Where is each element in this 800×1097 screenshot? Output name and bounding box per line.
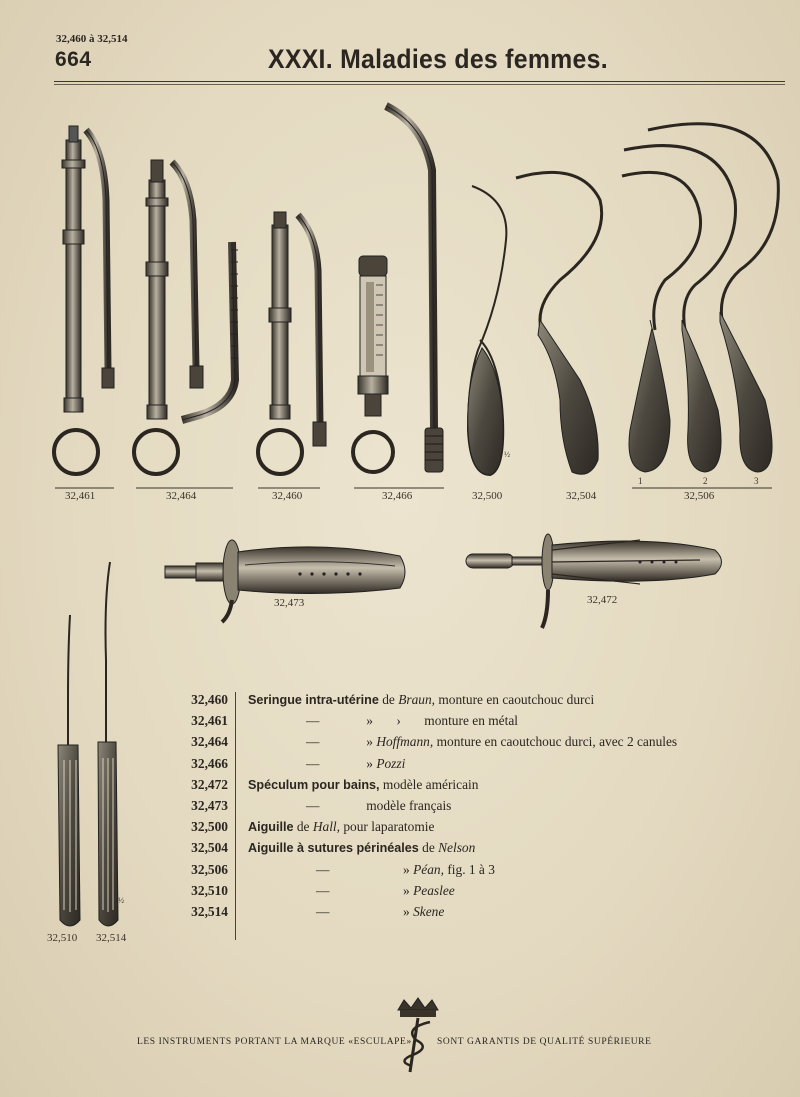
needles-32506-illustration [622, 124, 778, 472]
item-maker: Pozzi [376, 755, 406, 771]
item-description [306, 756, 405, 772]
item-text: de [378, 692, 399, 707]
catalog-row [178, 798, 758, 819]
item-code: 32,464 [191, 734, 228, 750]
item-code: 32,472 [191, 776, 228, 792]
item-description [316, 904, 444, 920]
item-code: 32,510 [191, 882, 228, 898]
figure-label-32472: 32,472 [587, 594, 618, 606]
item-code: 32,473 [191, 797, 228, 813]
item-detail: monture en caoutchouc durci [435, 692, 595, 707]
item-detail: monture en caoutchouc durci, avec 2 canules [433, 734, 678, 750]
catalog-row [178, 883, 758, 904]
item-code: 32,514 [191, 903, 228, 919]
catalog-row [178, 819, 758, 840]
catalog-row [178, 904, 758, 925]
item-detail: pour laparatomie [339, 819, 435, 835]
item-name: Aiguille à sutures périnéales [248, 841, 419, 856]
syringe-32460-illustration [258, 212, 326, 474]
page-number: 664 [55, 48, 92, 71]
item-description [248, 819, 434, 835]
catalog-row [178, 692, 758, 713]
figure-label-32461: 32,461 [65, 490, 96, 502]
item-maker: Hall, [312, 819, 340, 835]
figure-label-32473: 32,473 [274, 597, 305, 609]
item-code: 32,504 [191, 840, 228, 856]
page-range: 32,460 à 32,514 [56, 33, 128, 45]
item-code: 32,466 [191, 755, 228, 771]
figure-label-32464: 32,464 [166, 490, 197, 502]
syringe-32466-illustration [353, 106, 443, 472]
item-name: Spéculum pour bains, [248, 777, 380, 792]
footer-right-text: SONT GARANTIS DE QUALITÉ SUPÉRIEURE [437, 1037, 652, 1047]
item-text: — » [306, 755, 377, 771]
item-text: — » [316, 861, 414, 877]
item-name: Seringue intra-utérine [248, 693, 379, 707]
figure-label-32506: 32,506 [684, 490, 715, 502]
catalog-row [178, 840, 758, 861]
figure-label-32500: 32,500 [472, 490, 503, 502]
figure-label-32460: 32,460 [272, 490, 303, 502]
figure-scale-32514: ½ [118, 896, 124, 905]
item-description [248, 692, 594, 708]
needles-32510-32514-illustration [58, 562, 118, 926]
figure-label-32504: 32,504 [566, 490, 597, 502]
item-text: de [293, 819, 313, 835]
figure-number-2: 2 [703, 476, 708, 486]
esculape-emblem [398, 998, 438, 1072]
footer-left-text: LES INSTRUMENTS PORTANT LA MARQUE «ESCULAPE» [137, 1037, 412, 1047]
figure-label-32510: 32,510 [47, 932, 78, 944]
page-title: XXXI. Maladies des femmes. [268, 44, 608, 74]
catalog-row [178, 713, 758, 734]
figure-number-1: 1 [638, 476, 643, 486]
item-maker: Skene [413, 903, 445, 919]
catalog-row [178, 734, 758, 755]
figure-label-32514: 32,514 [96, 932, 127, 944]
item-description [248, 840, 475, 856]
item-code: 32,461 [191, 713, 228, 729]
syringe-32464-illustration [134, 160, 238, 474]
item-description [316, 862, 495, 878]
item-text: — » › monture en métal [306, 713, 518, 729]
item-maker: Peaslee [413, 882, 455, 898]
needle-32500-illustration [468, 186, 507, 475]
catalog-row [178, 756, 758, 777]
item-maker: Péan, [413, 861, 444, 877]
item-description [248, 777, 478, 793]
figure-label-32466: 32,466 [382, 490, 413, 502]
item-code: 32,506 [191, 861, 228, 877]
item-maker: Braun, [398, 692, 436, 707]
item-text: de [418, 840, 439, 856]
item-text: — » [306, 734, 377, 750]
item-text: — modèle français [306, 797, 452, 813]
item-maker: Hoffmann, [376, 734, 434, 750]
catalog-row [178, 862, 758, 883]
speculum-32472-illustration [466, 534, 722, 628]
catalog-row [178, 777, 758, 798]
item-name: Aiguille [248, 820, 294, 835]
item-text: — » [316, 903, 414, 919]
figure-number-3: 3 [754, 476, 759, 486]
item-description [316, 883, 455, 899]
figure-scale-32500: ½ [504, 450, 510, 459]
item-maker: Nelson [438, 840, 476, 856]
speculum-32473-illustration [165, 540, 405, 622]
item-text: modèle américain [379, 776, 479, 792]
item-detail: fig. 1 à 3 [443, 861, 495, 877]
item-description [306, 798, 451, 814]
item-code: 32,460 [191, 692, 228, 707]
catalog-table [178, 692, 758, 925]
item-code: 32,500 [191, 819, 228, 835]
needle-32504-illustration [516, 172, 602, 474]
syringe-32461-illustration [54, 126, 114, 474]
item-description [306, 713, 518, 729]
item-description [306, 734, 677, 750]
item-text: — » [316, 882, 414, 898]
